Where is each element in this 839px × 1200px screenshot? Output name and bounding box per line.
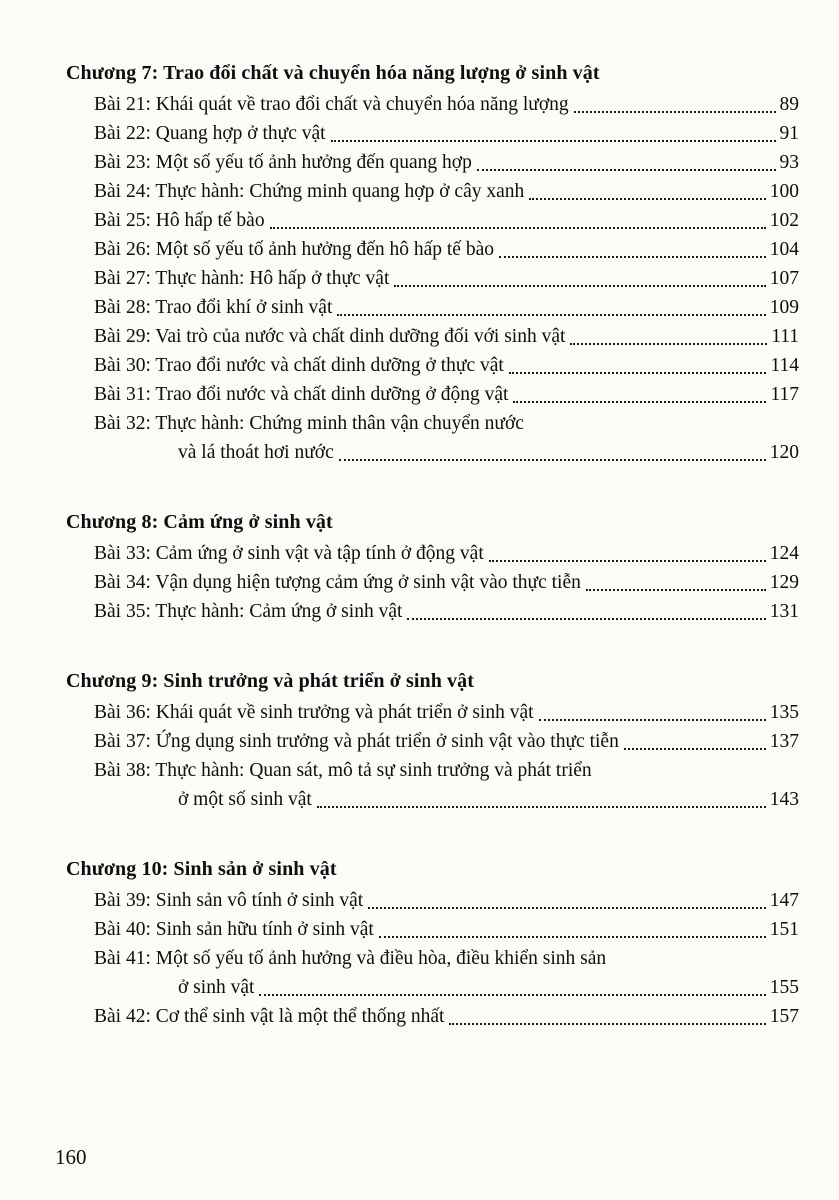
toc-entry [94, 597, 799, 626]
dot-leader [509, 372, 767, 374]
toc-entry [94, 539, 799, 568]
toc-entry-label: Bài 30: Trao đổi nước và chất dinh dưỡng ở thực vật [94, 355, 504, 376]
toc-entry-label: Bài 42: Cơ thể sinh vật là một thể thống nhất [94, 1006, 445, 1027]
toc-entry-label: Bài 28: Trao đổi khí ở sinh vật [94, 297, 333, 318]
chapter-entries [66, 539, 799, 626]
toc-entry-label: Bài 22: Quang hợp ở thực vật [94, 123, 326, 144]
toc-entry-page: 147 [769, 890, 799, 911]
toc-entry [94, 380, 799, 409]
toc-entry-page: 100 [769, 181, 799, 202]
toc-entry-page: 114 [770, 355, 799, 376]
toc-chapter [66, 666, 799, 814]
toc-entry-label: Bài 33: Cảm ứng ở sinh vật và tập tính ở động vật [94, 543, 484, 564]
toc-entry-label: Bài 35: Thực hành: Cảm ứng ở sinh vật [94, 601, 403, 622]
dot-leader [513, 401, 766, 403]
toc-entry [94, 322, 799, 351]
toc-entry [94, 293, 799, 322]
toc-chapter [66, 58, 799, 467]
dot-leader [449, 1023, 765, 1025]
dot-leader [477, 169, 776, 171]
toc-entry-label: Bài 24: Thực hành: Chứng minh quang hợp ở cây xanh [94, 181, 525, 202]
toc-entry-label: và lá thoát hơi nước [178, 442, 334, 463]
dot-leader [499, 256, 766, 258]
dot-leader [489, 560, 766, 562]
toc-entry-label: Bài 39: Sinh sản vô tính ở sinh vật [94, 890, 364, 911]
dot-leader [339, 459, 766, 461]
chapter-entries [66, 698, 799, 814]
toc-entry [94, 177, 799, 206]
toc-entry-page: 155 [769, 977, 799, 998]
toc-entry-page: 111 [771, 326, 799, 347]
toc-entry-page: 104 [769, 239, 799, 260]
dot-leader [379, 936, 766, 938]
toc-entry-label: ở một số sinh vật [178, 789, 312, 810]
toc-entry-page: 89 [779, 94, 799, 115]
toc [66, 58, 799, 1031]
toc-entry [94, 568, 799, 597]
dot-leader [270, 227, 766, 229]
dot-leader [586, 589, 766, 591]
dot-leader [331, 140, 776, 142]
toc-entry-page: 129 [769, 572, 799, 593]
toc-entry [94, 119, 799, 148]
dot-leader [574, 111, 776, 113]
toc-entry-line: Bài 38: Thực hành: Quan sát, mô tả sự sinh trưởng và phát triển [94, 760, 592, 781]
toc-entry-label: Bài 36: Khái quát về sinh trưởng và phát triển ở sinh vật [94, 702, 534, 723]
toc-entry [94, 438, 799, 467]
toc-entry-label: Bài 23: Một số yếu tố ảnh hưởng đến quang hợp [94, 152, 472, 173]
toc-entry-label: Bài 21: Khái quát về trao đổi chất và chuyển hóa năng lượng [94, 94, 569, 115]
toc-entry-label: Bài 34: Vận dụng hiện tượng cảm ứng ở sinh vật vào thực tiễn [94, 572, 581, 593]
toc-chapter [66, 854, 799, 1031]
toc-entry [94, 1002, 799, 1031]
dot-leader [368, 907, 766, 909]
toc-entry [94, 698, 799, 727]
toc-entry [94, 206, 799, 235]
toc-entry-page: 117 [770, 384, 799, 405]
toc-entry [94, 785, 799, 814]
page-number: 160 [55, 1145, 87, 1169]
toc-entry-page: 124 [769, 543, 799, 564]
toc-entry-label: Bài 40: Sinh sản hữu tính ở sinh vật [94, 919, 374, 940]
chapter-title: Chương 7: Trao đổi chất và chuyển hóa năng lượng ở sinh vật [66, 62, 600, 84]
toc-entry-label: Bài 26: Một số yếu tố ảnh hưởng đến hô hấp tế bào [94, 239, 494, 260]
toc-entry-label: Bài 29: Vai trò của nước và chất dinh dưỡng đối với sinh vật [94, 326, 566, 347]
dot-leader [394, 285, 765, 287]
dot-leader [529, 198, 765, 200]
toc-entry-line: Bài 32: Thực hành: Chứng minh thân vận chuyển nước [94, 413, 524, 434]
toc-entry-page: 120 [769, 442, 799, 463]
toc-entry-page: 93 [779, 152, 799, 173]
toc-entry [94, 148, 799, 177]
toc-entry-page: 131 [769, 601, 799, 622]
chapter-title: Chương 10: Sinh sản ở sinh vật [66, 858, 337, 880]
toc-entry [94, 915, 799, 944]
toc-entry [94, 973, 799, 1002]
toc-entry-label: ở sinh vật [178, 977, 255, 998]
toc-entry-label: Bài 27: Thực hành: Hô hấp ở thực vật [94, 268, 390, 289]
dot-leader [570, 343, 767, 345]
dot-leader [337, 314, 765, 316]
toc-entry-page: 91 [779, 123, 799, 144]
toc-entry [94, 727, 799, 756]
toc-entry [94, 90, 799, 119]
toc-chapter [66, 507, 799, 626]
toc-entry-page: 135 [769, 702, 799, 723]
toc-entry-page: 157 [769, 1006, 799, 1027]
toc-entry [94, 235, 799, 264]
toc-entry-page: 107 [769, 268, 799, 289]
chapter-title: Chương 8: Cảm ứng ở sinh vật [66, 511, 333, 533]
dot-leader [624, 748, 766, 750]
toc-entry-line: Bài 41: Một số yếu tố ảnh hưởng và điều hòa, điều khiển sinh sản [94, 948, 607, 969]
toc-entry-page: 109 [769, 297, 799, 318]
toc-entry-page: 102 [769, 210, 799, 231]
dot-leader [539, 719, 766, 721]
toc-entry-label: Bài 37: Ứng dụng sinh trưởng và phát triển ở sinh vật vào thực tiễn [94, 731, 619, 752]
toc-entry [94, 351, 799, 380]
dot-leader [407, 618, 765, 620]
toc-entry-page: 143 [769, 789, 799, 810]
toc-entry-page: 151 [769, 919, 799, 940]
chapter-entries [66, 886, 799, 1031]
dot-leader [317, 806, 766, 808]
toc-entry-label: Bài 25: Hô hấp tế bào [94, 210, 265, 231]
toc-entry [94, 264, 799, 293]
toc-entry [94, 886, 799, 915]
toc-entry-page: 137 [769, 731, 799, 752]
chapter-entries [66, 90, 799, 467]
toc-entry-label: Bài 31: Trao đổi nước và chất dinh dưỡng ở động vật [94, 384, 509, 405]
chapter-title: Chương 9: Sinh trưởng và phát triển ở sinh vật [66, 670, 475, 692]
dot-leader [259, 994, 765, 996]
